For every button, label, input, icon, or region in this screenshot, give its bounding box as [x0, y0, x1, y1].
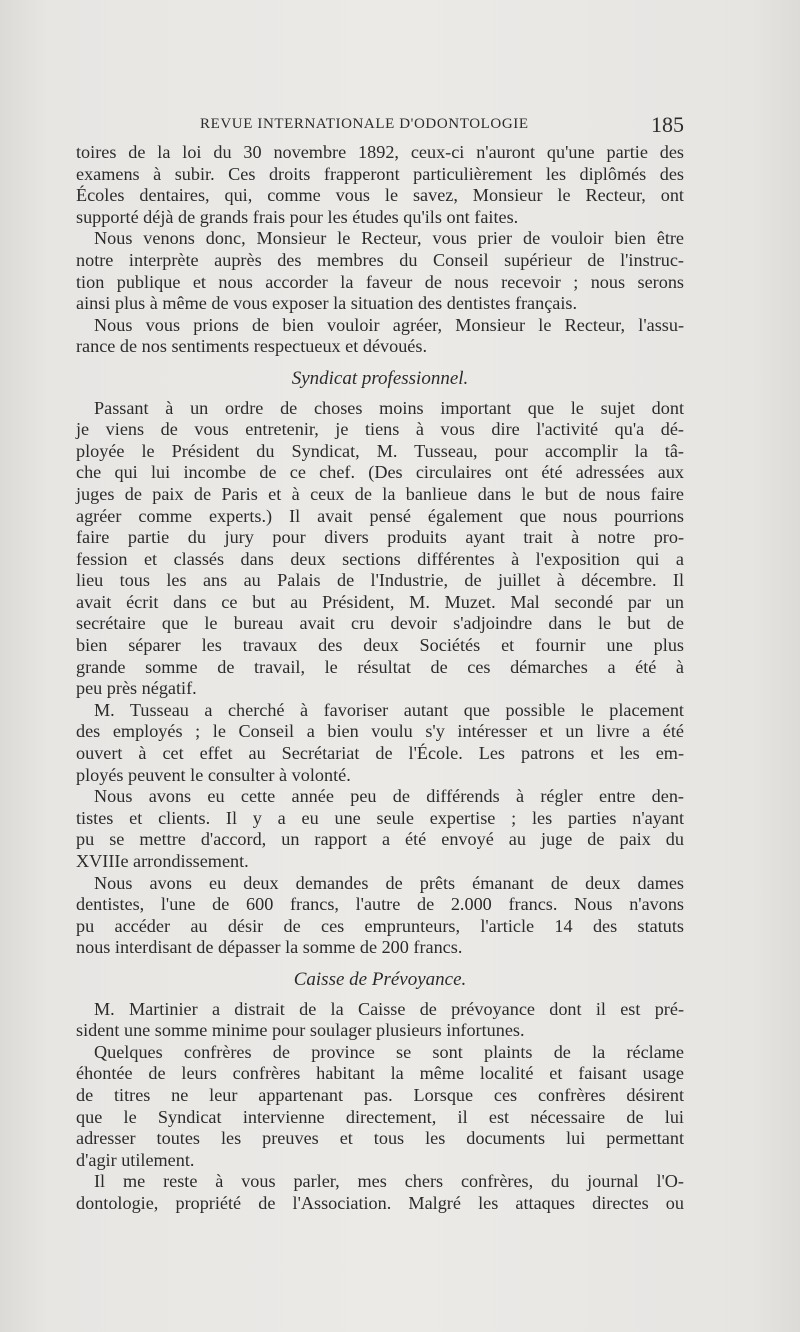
text-line: d'agir utilement. [76, 1149, 195, 1170]
text-line: Nous avons eu cette année peu de différends à régler entre den- [94, 786, 684, 807]
text-line: ployée le Président du Syndicat, M. Tusseau, pour accomplir la tâ- [76, 440, 684, 461]
paragraph-8 [76, 999, 684, 1042]
text-line: grande somme de travail, le résultat de ces démarches a été à [76, 656, 684, 677]
text-line: XVIIIe arrondissement. [76, 851, 249, 871]
paragraph-5 [76, 700, 684, 786]
page-number: 185 [651, 112, 684, 137]
paragraph-6 [76, 786, 684, 872]
text-line: secrétaire que le bureau avait cru devoir s'adjoindre dans le but de [76, 613, 684, 634]
text-line: Il me reste à vous parler, mes chers confrères, du journal l'O- [94, 1171, 684, 1192]
text-line: tion publique et nous accorder la faveur de nous recevoir ; nous serons [76, 271, 684, 292]
text-line: lieu tous les ans au Palais de l'Industrie, de juillet à décembre. Il [76, 570, 684, 591]
text-line: Écoles dentaires, qui, comme vous le savez, Monsieur le Recteur, ont [76, 185, 684, 206]
text-line: notre interprète auprès des membres du Conseil supérieur de l'instruc- [76, 249, 684, 270]
text-line: ployés peuvent le consulter à volonté. [76, 764, 351, 785]
text-line: de titres ne leur appartenant pas. Lorsque ces confrères désirent [76, 1084, 684, 1105]
text-line: Nous avons eu deux demandes de prêts émanant de deux dames [94, 872, 684, 893]
text-line: pu accéder au désir de ces emprunteurs, l'article 14 des statuts [76, 915, 684, 936]
paragraph-4 [76, 398, 684, 700]
paragraph-1 [76, 142, 684, 228]
text-line: faire partie du jury pour divers produits ayant trait à notre pro- [76, 527, 684, 548]
text-line: Nous venons donc, Monsieur le Recteur, vous prier de vouloir bien être [94, 228, 684, 249]
running-title: REVUE INTERNATIONALE D'ODONTOLOGIE [200, 116, 529, 132]
text-line: fession et classés dans deux sections différentes à l'exposition qui a [76, 548, 684, 569]
text-line: Nous vous prions de bien vouloir agréer, Monsieur le Recteur, l'assu- [94, 314, 684, 335]
text-line: éhontée de leurs confrères habitant la même localité et faisant usage [76, 1063, 684, 1084]
text-line: toires de la loi du 30 novembre 1892, ceux-ci n'auront qu'une partie des [76, 142, 684, 162]
text-line: des employés ; le Conseil a bien voulu s'y intéresser et un livre a été [76, 721, 684, 742]
paragraph-3 [76, 315, 684, 358]
text-line: Passant à un ordre de choses moins important que le sujet dont [94, 397, 684, 418]
text-line: ainsi plus à même de vous exposer la situation des dentistes français. [76, 293, 578, 314]
text-line: avait écrit dans ce but au Président, M. Muzet. Mal secondé par un [76, 591, 684, 612]
text-line: agréer comme experts.) Il avait pensé également que nous pourrions [76, 505, 684, 526]
text-line: M. Martinier a distrait de la Caisse de prévoyance dont il est pré- [94, 998, 684, 1019]
text-line: pu se mettre d'accord, un rapport a été envoyé au juge de paix du [76, 829, 684, 850]
text-line: rance de nos sentiments respectueux et dévoués. [76, 336, 427, 357]
body-text [76, 142, 684, 1215]
text-line: supporté déjà de grands frais pour les études qu'ils ont faites. [76, 206, 519, 227]
text-line: juges de paix de Paris et à ceux de la banlieue dans le but de nous faire [76, 483, 684, 504]
text-line: dentistes, l'une de 600 francs, l'autre de 2.000 francs. Nous n'avons [76, 894, 684, 915]
text-line: nous interdisant de dépasser la somme de 200 francs. [76, 937, 463, 958]
text-line: tistes et clients. Il y a eu une seule expertise ; les parties n'ayant [76, 807, 684, 828]
text-line: je viens de vous entretenir, je tiens à vous dire l'activité qu'a dé- [76, 419, 684, 440]
section-title-syndicat: Syndicat professionnel. [291, 367, 469, 389]
text-line: examens à subir. Ces droits frapperont particulièrement les diplômés des [76, 163, 684, 184]
text-line: dontologie, propriété de l'Association. Malgré les attaques directes ou [76, 1192, 684, 1213]
text-line: Quelques confrères de province se sont plaints de la réclame [94, 1041, 684, 1062]
paragraph-10 [76, 1171, 684, 1214]
text-line: ouvert à cet effet au Secrétariat de l'École. Les patrons et les em- [76, 743, 684, 764]
page-header [76, 114, 684, 138]
text-line: M. Tusseau a cherché à favoriser autant que possible le placement [94, 699, 684, 720]
paragraph-7 [76, 873, 684, 959]
text-line: peu près négatif. [76, 678, 197, 699]
paragraph-9 [76, 1042, 684, 1172]
text-line: adresser toutes les preuves et tous les documents lui permettant [76, 1128, 684, 1149]
paragraph-2 [76, 228, 684, 314]
section-title-caisse: Caisse de Prévoyance. [293, 968, 467, 990]
text-line: che qui lui incombe de ce chef. (Des circulaires ont été adressées aux [76, 462, 684, 483]
text-line: sident une somme minime pour soulager plusieurs infortunes. [76, 1020, 525, 1041]
text-line: bien séparer les travaux des deux Sociétés et fournir une plus [76, 635, 684, 656]
text-line: que le Syndicat intervienne directement, il est nécessaire de lui [76, 1106, 684, 1127]
